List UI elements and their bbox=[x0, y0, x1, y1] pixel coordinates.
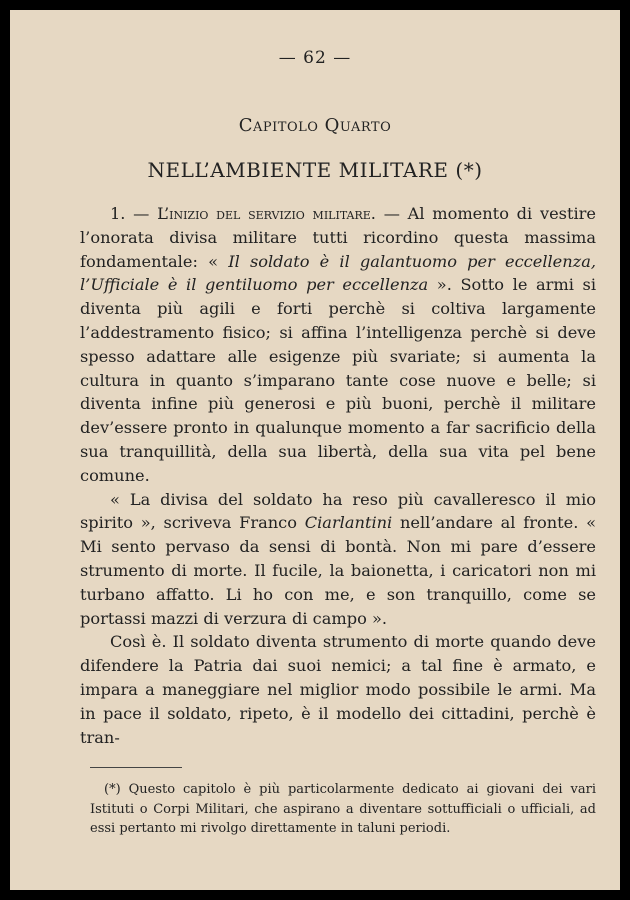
author-name: Ciarlantini bbox=[304, 513, 393, 533]
paragraph-3: Così è. Il soldato diventa strumento di morte quando deve difendere la Patria dai suoi nemici; a tal fine è armato, e impara a maneggiare nel miglior modo possibile le armi. Ma in pace il soldato, ripeto, è il modello dei cittadini, perchè è tran- bbox=[80, 632, 596, 747]
chapter-label: Capitolo Quarto bbox=[238, 115, 392, 136]
page-number: — 62 — bbox=[278, 48, 352, 68]
chapter-title: NELL’AMBIENTE MILITARE (*) bbox=[147, 158, 483, 182]
book-page bbox=[10, 10, 620, 890]
footnote-divider bbox=[90, 767, 182, 768]
section-number: 1. — bbox=[110, 204, 158, 223]
paragraph-2-text-b: nell’andare al fronte. « Mi sento pervaso da sensi di bontà. Non mi pare d’essere strumento di morte. Il fucile, la baionetta, i caricatori non mi turbano affatto. Li ho con me, e son tranquillo, come se portassi mazzi di verzura di campo ». bbox=[80, 513, 597, 628]
paragraph-1 bbox=[80, 202, 596, 488]
body-text bbox=[80, 202, 596, 749]
paragraph-1-text-a: — Al momento di vestire l’onorata divisa militare tutti ricordino questa massima fondamentale: « bbox=[80, 204, 596, 271]
paragraph-2 bbox=[80, 488, 596, 631]
footnote: (*) Questo capitolo è più particolarmente dedicato ai giovani dei vari Istituti o Corpi Militari, che aspirano a diventare sottufficiali o ufficiali, ad essi pertanto mi rivolgo direttamente in taluni periodi. bbox=[90, 782, 596, 836]
paragraph-2-text-a: « La divisa del soldato ha reso più cavalleresco il mio spirito », scriveva Franco bbox=[80, 489, 596, 533]
section-heading: L’inizio del servizio militare. bbox=[157, 204, 376, 223]
paragraph-1-motto: Il soldato è il galantuomo per eccellenza, l’Ufficiale è il gentiluomo per eccellenza bbox=[80, 251, 596, 295]
paragraph-1-text-b: ». Sotto le armi si diventa più agili e forti perchè si coltiva largamente l’addestramento fisico; si affina l’intelligenza perchè si deve spesso adattare alle esigenze più svariate; si aumenta la cultura in quanto s’imparano tante cose nuove e belle; si diventa infine più generosi e più buoni, perchè il militare dev’essere pronto in qualunque momento a far sacrificio della sua tranquillità, della sua libertà, della sua vita pel bene comune. bbox=[80, 275, 596, 485]
